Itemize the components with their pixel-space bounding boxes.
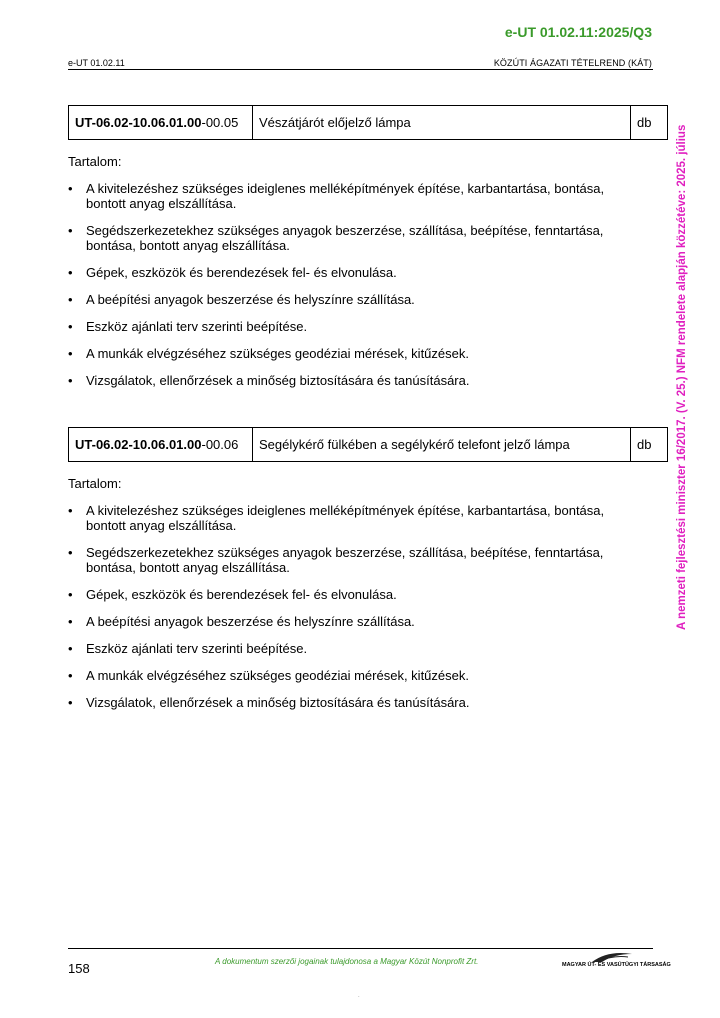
list-item: • Segédszerkezetekhez szükséges anyagok beszerzése, szállítása, beépítése, fenntartása, bontása, bontott anyag elszállítása. xyxy=(68,545,628,575)
list-item: • A kivitelezéshez szükséges ideiglenes melléképítmények építése, karbantartása, bontása, bontott anyag elszállítása. xyxy=(68,181,628,211)
copyright-note: A dokumentum szerzői jogainak tulajdonosa a Magyar Közút Nonprofit Zrt. xyxy=(215,957,479,966)
list-item: • Segédszerkezetekhez szükséges anyagok beszerzése, szállítása, beépítése, fenntartása, bontása, bontott anyag elszállítása. xyxy=(68,223,628,253)
list-item: • Gépek, eszközök és berendezések fel- és elvonulása. xyxy=(68,265,628,280)
item-code-bold: UT-06.02-10.06.01.00 xyxy=(75,115,202,130)
item-unit: db xyxy=(637,115,652,130)
side-publication-note: A nemzeti fejlesztési miniszter 16/2017. (V. 25.) NFM rendelete alapján közzétéve: 2025. július xyxy=(676,124,688,630)
list-item: • A kivitelezéshez szükséges ideiglenes melléképítmények építése, karbantartása, bontása, bontott anyag elszállítása. xyxy=(68,503,628,533)
footer-dot: . xyxy=(358,993,360,999)
item-code-suffix: -00.06 xyxy=(201,437,239,452)
item-code xyxy=(69,428,253,461)
document-code: e-UT 01.02.11:2025/Q3 xyxy=(504,24,652,40)
list-item: • Eszköz ajánlati terv szerinti beépítése. xyxy=(68,319,628,334)
company-logo-text: MAGYAR ÚT- ÉS VASÚTÜGYI TÁRSASÁG xyxy=(562,962,671,968)
list-item: • Vizsgálatok, ellenőrzések a minőség biztosítására és tanúsítására. xyxy=(68,373,628,388)
item-unit: db xyxy=(637,437,652,452)
item-table-row xyxy=(68,105,668,140)
item-title: Vészátjárót előjelző lámpa xyxy=(253,106,631,139)
item-code-suffix: -00.05 xyxy=(201,115,239,130)
item-code-bold: UT-06.02-10.06.01.00 xyxy=(75,437,202,452)
footer-divider xyxy=(68,948,653,949)
list-item: • Vizsgálatok, ellenőrzések a minőség biztosítására és tanúsítására. xyxy=(68,695,628,710)
header-left-code: e-UT 01.02.11 xyxy=(68,58,125,68)
list-item: • A beépítési anyagok beszerzése és helyszínre szállítása. xyxy=(68,292,628,307)
header-right-title: KÖZÚTI ÁGAZATI TÉTELREND (KÁT) xyxy=(493,58,652,68)
list-item: • Gépek, eszközök és berendezések fel- és elvonulása. xyxy=(68,587,628,602)
content-bullet-list xyxy=(68,503,628,722)
header-divider xyxy=(68,69,653,70)
list-item: • A munkák elvégzéséhez szükséges geodéziai mérések, kitűzések. xyxy=(68,346,628,361)
company-logo-icon xyxy=(562,950,654,972)
item-title: Segélykérő fülkében a segélykérő telefont jelző lámpa xyxy=(253,428,631,461)
page-number: 158 xyxy=(68,961,90,976)
list-item: • Eszköz ajánlati terv szerinti beépítése. xyxy=(68,641,628,656)
content-label: Tartalom: xyxy=(68,154,122,169)
list-item: • A munkák elvégzéséhez szükséges geodéziai mérések, kitűzések. xyxy=(68,668,628,683)
content-bullet-list xyxy=(68,181,628,400)
item-table-row xyxy=(68,427,668,462)
content-label: Tartalom: xyxy=(68,476,122,491)
item-code xyxy=(69,106,253,139)
list-item: • A beépítési anyagok beszerzése és helyszínre szállítása. xyxy=(68,614,628,629)
